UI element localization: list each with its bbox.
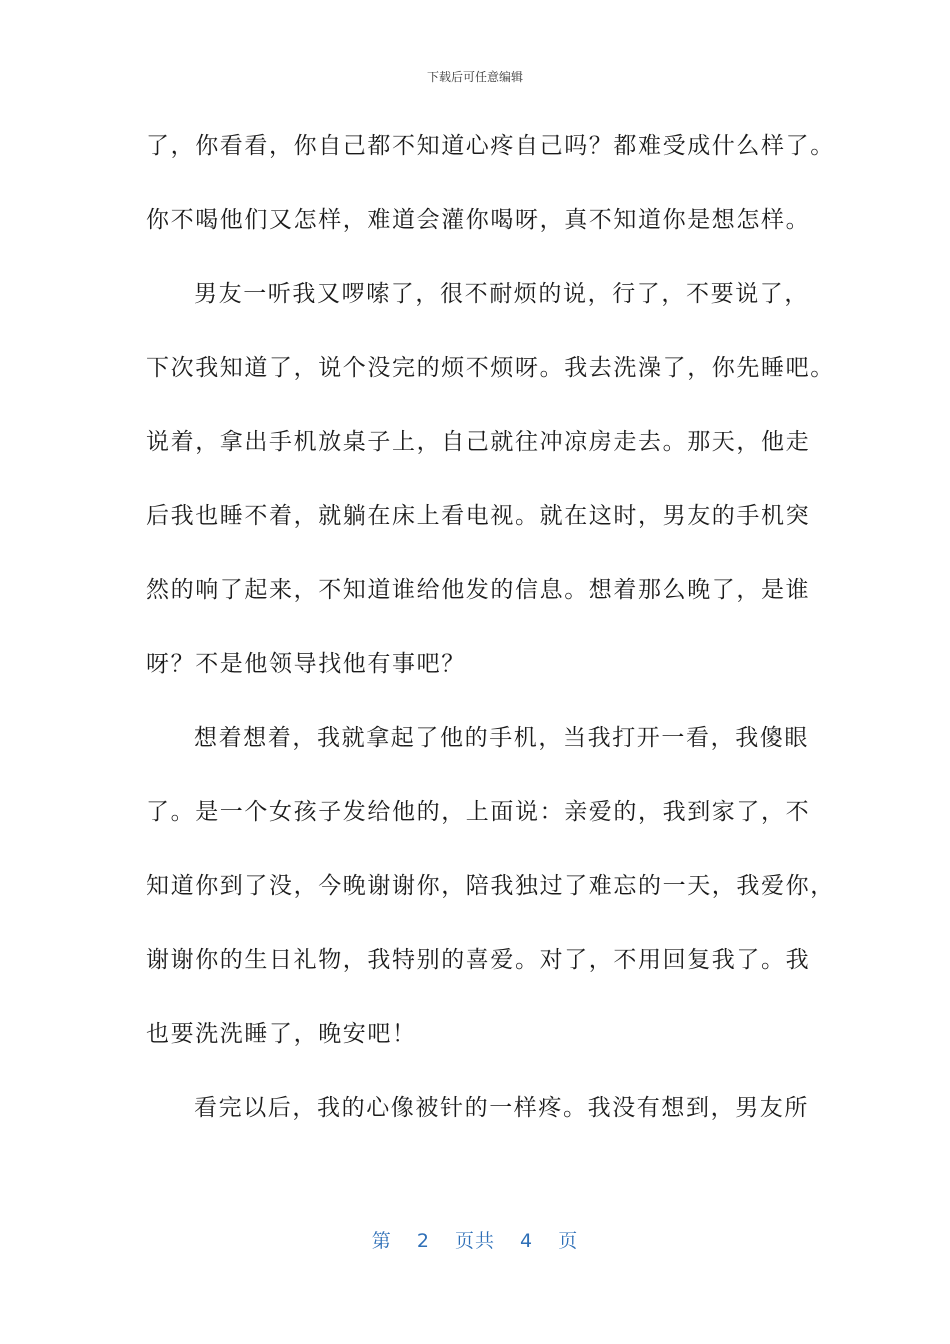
current-page-number: 2: [416, 1230, 430, 1252]
text-line-14: 看完以后，我的心像被针的一样疼。我没有想到，男友所: [194, 1095, 809, 1121]
text-line-12: 谢谢你的生日礼物，我特别的喜爱。对了，不用回复我了。我: [146, 947, 811, 973]
text-line-2: 你不喝他们又怎样，难道会灌你喝呀，真不知道你是想怎样。: [146, 207, 811, 233]
page-suffix: 页: [558, 1230, 579, 1252]
text-line-13: 也要洗洗睡了，晚安吧！: [146, 1021, 417, 1047]
text-line-5: 说着，拿出手机放桌子上，自己就往冲凉房走去。那天，他走: [146, 429, 811, 455]
text-line-1: 了，你看看，你自己都不知道心疼自己吗？都难受成什么样了。: [146, 133, 835, 159]
text-line-10: 了。是一个女孩子发给他的，上面说：亲爱的，我到家了，不: [146, 799, 811, 825]
text-line-8: 呀？不是他领导找他有事吧？: [146, 651, 466, 677]
page-prefix: 第: [371, 1230, 392, 1252]
header-note: 下载后可任意编辑: [426, 70, 523, 84]
total-pages-number: 4: [520, 1230, 534, 1252]
text-line-7: 然的响了起来，不知道谁给他发的信息。想着那么晚了，是谁: [146, 577, 811, 603]
text-line-6: 后我也睡不着，就躺在床上看电视。就在这时，男友的手机突: [146, 503, 811, 529]
page-mid-text: 页共: [454, 1230, 495, 1252]
text-line-4: 下次我知道了，说个没完的烦不烦呀。我去洗澡了，你先睡吧。: [146, 355, 835, 381]
text-line-9: 想着想着，我就拿起了他的手机，当我打开一看，我傻眼: [194, 725, 809, 751]
text-line-11: 知道你到了没，今晚谢谢你，陪我独过了难忘的一天，我爱你，: [146, 873, 835, 899]
page-footer: [0, 1226, 950, 1253]
text-line-3: 男友一听我又啰嗦了，很不耐烦的说，行了，不要说了，: [194, 281, 809, 307]
document-body: [146, 126, 835, 1162]
